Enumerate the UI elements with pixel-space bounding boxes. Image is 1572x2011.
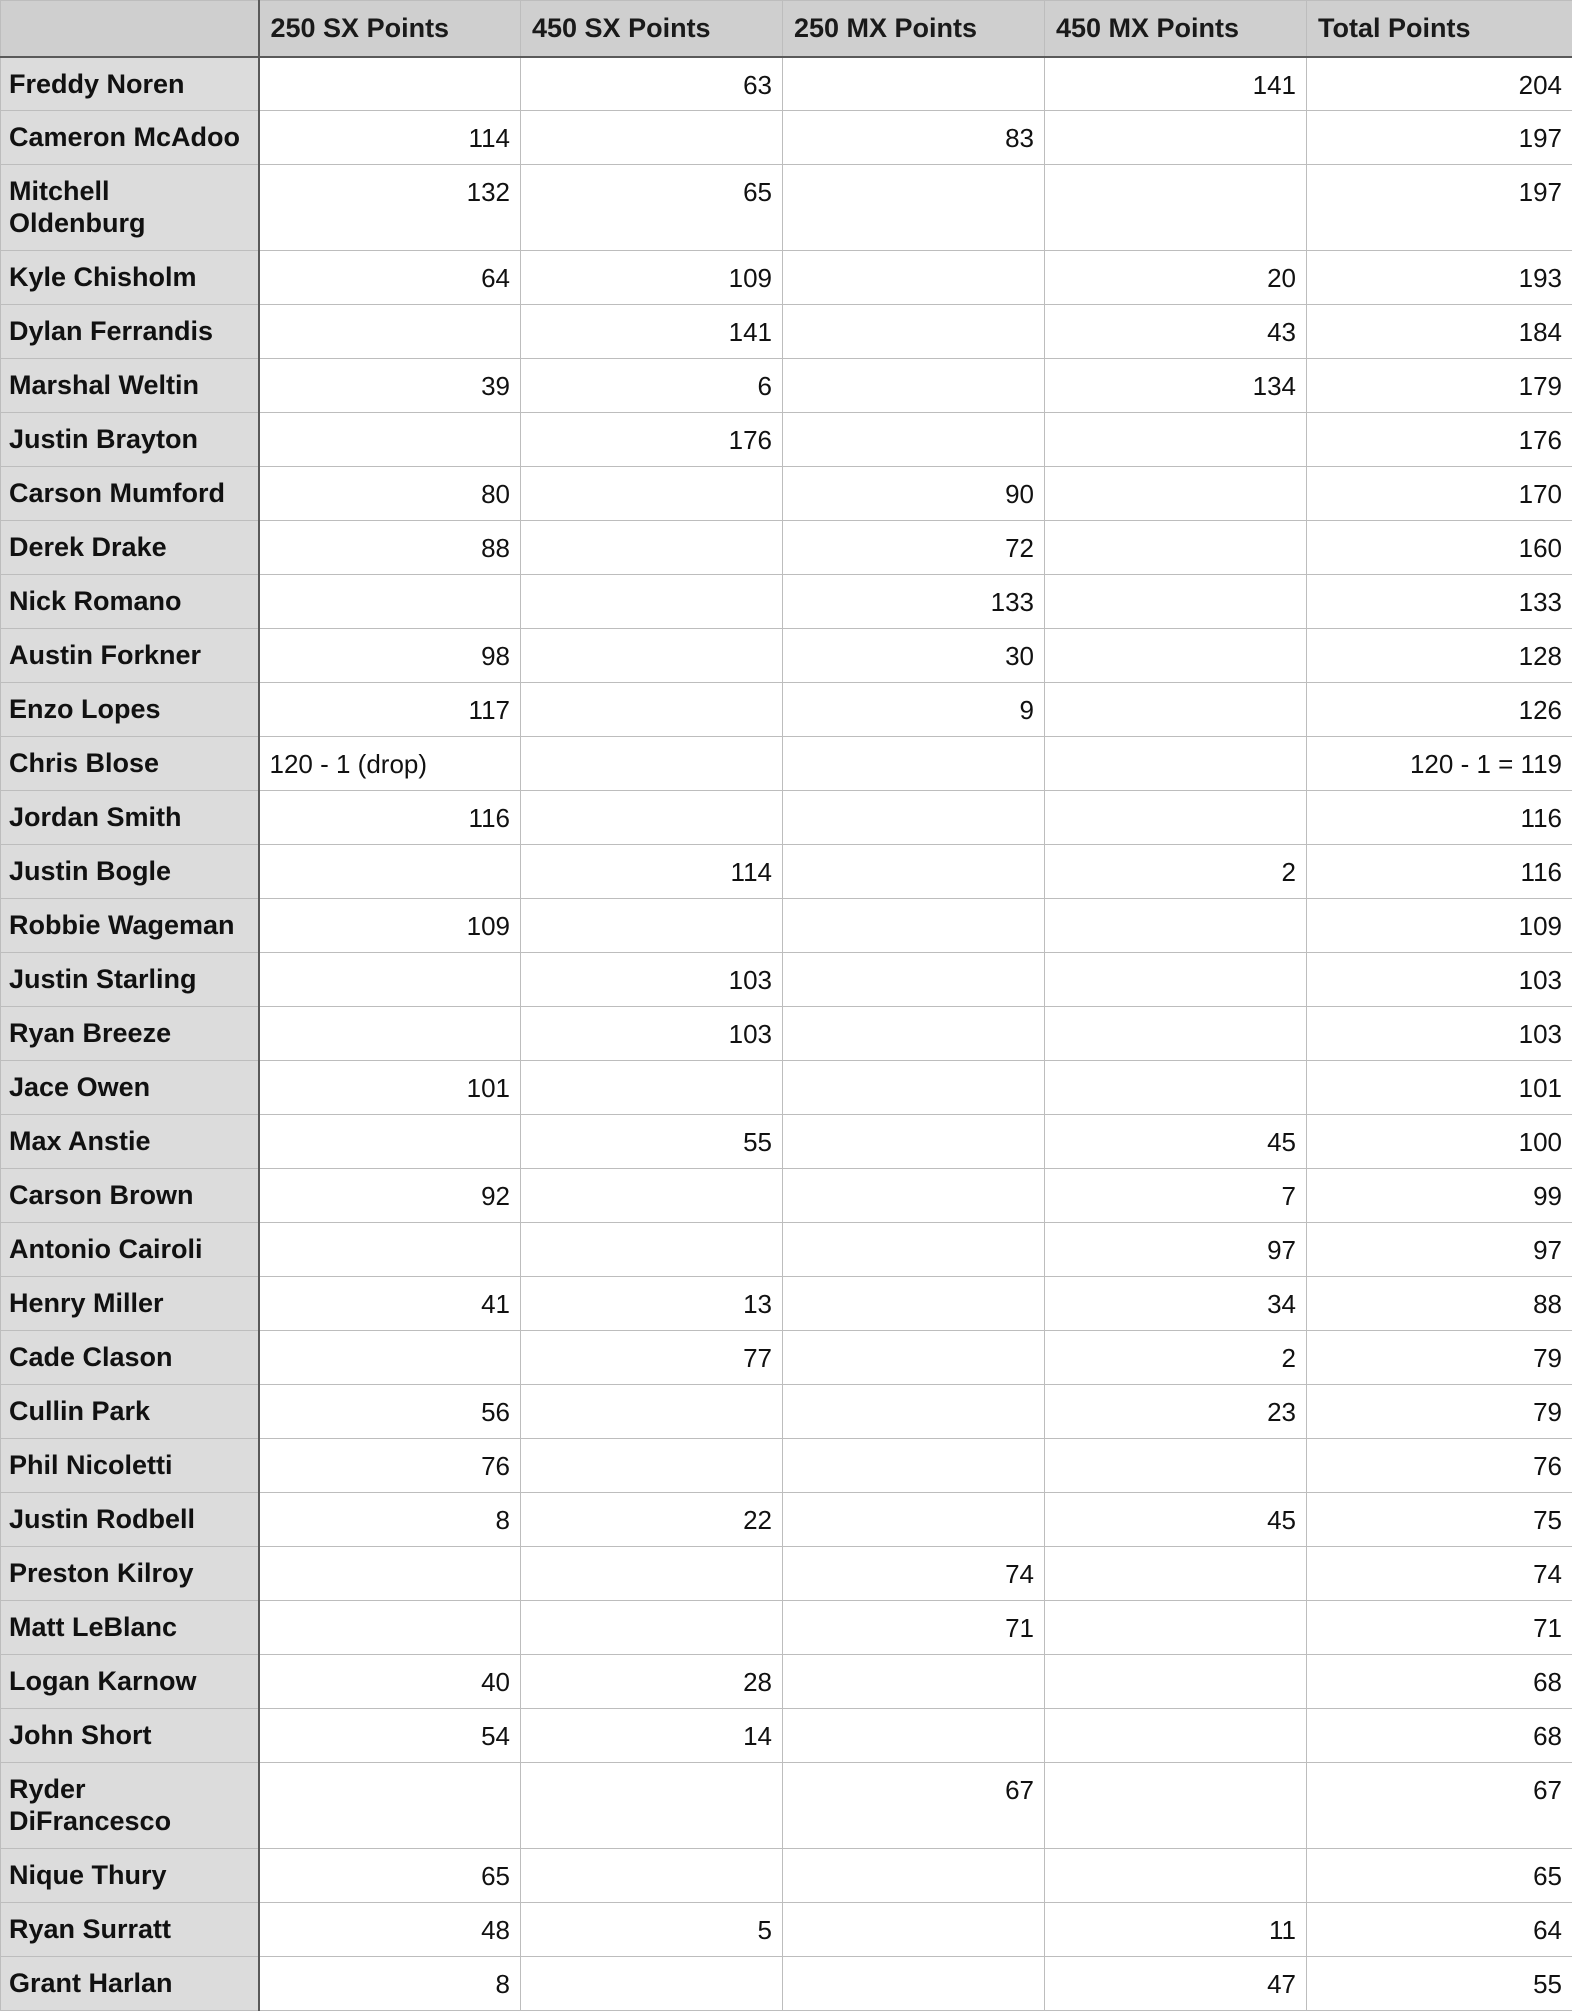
- row-header-rider-name[interactable]: Cullin Park: [1, 1385, 259, 1439]
- cell-250mx-points[interactable]: [783, 1439, 1045, 1493]
- cell-450mx-points[interactable]: [1045, 1709, 1307, 1763]
- cell-total-points[interactable]: 76: [1307, 1439, 1572, 1493]
- cell-450sx-points[interactable]: 28: [521, 1655, 783, 1709]
- cell-250sx-points[interactable]: [259, 1331, 521, 1385]
- row-header-rider-name[interactable]: Carson Brown: [1, 1169, 259, 1223]
- cell-450sx-points[interactable]: 176: [521, 413, 783, 467]
- row-header-rider-name[interactable]: Kyle Chisholm: [1, 251, 259, 305]
- cell-450sx-points[interactable]: 22: [521, 1493, 783, 1547]
- cell-250sx-points[interactable]: 48: [259, 1903, 521, 1957]
- table-row: [1, 413, 1572, 467]
- row-header-rider-name[interactable]: Antonio Cairoli: [1, 1223, 259, 1277]
- table-row: [1, 111, 1572, 165]
- cell-450mx-points[interactable]: 11: [1045, 1903, 1307, 1957]
- row-header-rider-name[interactable]: Cade Clason: [1, 1331, 259, 1385]
- table-row: [1, 1007, 1572, 1061]
- cell-450sx-points[interactable]: 103: [521, 1007, 783, 1061]
- table-row: [1, 467, 1572, 521]
- cell-250sx-points[interactable]: [259, 1547, 521, 1601]
- cell-250mx-points[interactable]: [783, 791, 1045, 845]
- cell-450sx-points[interactable]: 77: [521, 1331, 783, 1385]
- cell-450mx-points[interactable]: [1045, 467, 1307, 521]
- cell-450mx-points[interactable]: [1045, 899, 1307, 953]
- row-header-rider-name[interactable]: Ryan Surratt: [1, 1903, 259, 1957]
- cell-250sx-points[interactable]: [259, 953, 521, 1007]
- cell-450mx-points[interactable]: [1045, 413, 1307, 467]
- table-body: [1, 57, 1572, 2011]
- row-header-rider-name[interactable]: Dylan Ferrandis: [1, 305, 259, 359]
- cell-450mx-points[interactable]: [1045, 791, 1307, 845]
- cell-450sx-points[interactable]: [521, 1763, 783, 1849]
- table-row: [1, 165, 1572, 251]
- cell-250sx-points[interactable]: [259, 1115, 521, 1169]
- cell-450sx-points[interactable]: [521, 1601, 783, 1655]
- table-row: [1, 1709, 1572, 1763]
- cell-450sx-points[interactable]: 65: [521, 165, 783, 251]
- cell-total-points[interactable]: 128: [1307, 629, 1572, 683]
- cell-total-points[interactable]: 184: [1307, 305, 1572, 359]
- cell-450sx-points[interactable]: 141: [521, 305, 783, 359]
- cell-250sx-points[interactable]: 109: [259, 899, 521, 953]
- cell-450sx-points[interactable]: 14: [521, 1709, 783, 1763]
- cell-250sx-points[interactable]: 132: [259, 165, 521, 251]
- cell-450mx-points[interactable]: [1045, 683, 1307, 737]
- table-row: [1, 1223, 1572, 1277]
- cell-450mx-points[interactable]: [1045, 111, 1307, 165]
- cell-total-points[interactable]: 55: [1307, 1957, 1572, 2011]
- column-header-250sx[interactable]: 250 SX Points: [259, 1, 521, 57]
- cell-250sx-points[interactable]: 54: [259, 1709, 521, 1763]
- cell-450sx-points[interactable]: [521, 1385, 783, 1439]
- row-header-rider-name[interactable]: Jordan Smith: [1, 791, 259, 845]
- cell-250mx-points[interactable]: [783, 737, 1045, 791]
- table-row: [1, 1957, 1572, 2011]
- cell-250sx-points[interactable]: 116: [259, 791, 521, 845]
- cell-total-points[interactable]: 179: [1307, 359, 1572, 413]
- cell-250sx-points[interactable]: [259, 1763, 521, 1849]
- cell-450mx-points[interactable]: 34: [1045, 1277, 1307, 1331]
- row-header-rider-name[interactable]: Justin Rodbell: [1, 1493, 259, 1547]
- cell-250sx-points[interactable]: [259, 1601, 521, 1655]
- cell-250mx-points[interactable]: [783, 1223, 1045, 1277]
- cell-450mx-points[interactable]: [1045, 521, 1307, 575]
- cell-250sx-points[interactable]: 117: [259, 683, 521, 737]
- cell-450mx-points[interactable]: 45: [1045, 1493, 1307, 1547]
- cell-250mx-points[interactable]: [783, 1655, 1045, 1709]
- cell-250mx-points[interactable]: 9: [783, 683, 1045, 737]
- cell-250mx-points[interactable]: [783, 1957, 1045, 2011]
- column-header-450sx[interactable]: 450 SX Points: [521, 1, 783, 57]
- table-row: [1, 251, 1572, 305]
- row-header-rider-name[interactable]: Justin Bogle: [1, 845, 259, 899]
- table-row: [1, 1763, 1572, 1849]
- cell-250sx-points[interactable]: 8: [259, 1957, 521, 2011]
- cell-450mx-points[interactable]: [1045, 953, 1307, 1007]
- cell-total-points[interactable]: 100: [1307, 1115, 1572, 1169]
- cell-total-points[interactable]: 103: [1307, 1007, 1572, 1061]
- row-header-rider-name[interactable]: Max Anstie: [1, 1115, 259, 1169]
- cell-250mx-points[interactable]: [783, 1169, 1045, 1223]
- cell-250mx-points[interactable]: 30: [783, 629, 1045, 683]
- cell-450mx-points[interactable]: [1045, 1007, 1307, 1061]
- cell-250sx-points[interactable]: 64: [259, 251, 521, 305]
- cell-450sx-points[interactable]: [521, 683, 783, 737]
- cell-450mx-points[interactable]: [1045, 737, 1307, 791]
- table-row: [1, 57, 1572, 111]
- cell-250mx-points[interactable]: [783, 165, 1045, 251]
- row-header-rider-name[interactable]: Henry Miller: [1, 1277, 259, 1331]
- cell-450sx-points[interactable]: [521, 521, 783, 575]
- row-header-rider-name[interactable]: Ryder DiFrancesco: [1, 1763, 259, 1849]
- cell-450mx-points[interactable]: [1045, 629, 1307, 683]
- cell-450sx-points[interactable]: [521, 1957, 783, 2011]
- row-header-rider-name[interactable]: Nique Thury: [1, 1849, 259, 1903]
- cell-250sx-points[interactable]: 41: [259, 1277, 521, 1331]
- row-header-rider-name[interactable]: Matt LeBlanc: [1, 1601, 259, 1655]
- table-row: [1, 683, 1572, 737]
- cell-total-points[interactable]: 88: [1307, 1277, 1572, 1331]
- cell-450sx-points[interactable]: [521, 1547, 783, 1601]
- cell-450sx-points[interactable]: [521, 575, 783, 629]
- cell-450sx-points[interactable]: [521, 737, 783, 791]
- cell-total-points[interactable]: 193: [1307, 251, 1572, 305]
- table-row: [1, 1439, 1572, 1493]
- cell-250mx-points[interactable]: [783, 1115, 1045, 1169]
- cell-250mx-points[interactable]: [783, 1493, 1045, 1547]
- table-row: [1, 359, 1572, 413]
- table-row: [1, 1903, 1572, 1957]
- row-header-rider-name[interactable]: Jace Owen: [1, 1061, 259, 1115]
- row-header-rider-name[interactable]: Derek Drake: [1, 521, 259, 575]
- cell-total-points[interactable]: 197: [1307, 111, 1572, 165]
- cell-250mx-points[interactable]: [783, 305, 1045, 359]
- cell-450sx-points[interactable]: [521, 1439, 783, 1493]
- cell-total-points[interactable]: 197: [1307, 165, 1572, 251]
- row-header-rider-name[interactable]: Freddy Noren: [1, 57, 259, 111]
- cell-250mx-points[interactable]: [783, 845, 1045, 899]
- cell-450sx-points[interactable]: [521, 1223, 783, 1277]
- cell-250mx-points[interactable]: 71: [783, 1601, 1045, 1655]
- cell-450mx-points[interactable]: 47: [1045, 1957, 1307, 2011]
- cell-250sx-points[interactable]: 56: [259, 1385, 521, 1439]
- cell-450sx-points[interactable]: 63: [521, 57, 783, 111]
- cell-total-points[interactable]: 204: [1307, 57, 1572, 111]
- cell-250sx-points[interactable]: 98: [259, 629, 521, 683]
- row-header-rider-name[interactable]: Mitchell Oldenburg: [1, 165, 259, 251]
- cell-250sx-points[interactable]: 80: [259, 467, 521, 521]
- cell-total-points[interactable]: 170: [1307, 467, 1572, 521]
- row-header-rider-name[interactable]: Carson Mumford: [1, 467, 259, 521]
- column-header-total[interactable]: Total Points: [1307, 1, 1572, 57]
- cell-250sx-points[interactable]: [259, 305, 521, 359]
- cell-450sx-points[interactable]: [521, 467, 783, 521]
- cell-total-points[interactable]: 67: [1307, 1763, 1572, 1849]
- table-row: [1, 791, 1572, 845]
- cell-total-points[interactable]: 126: [1307, 683, 1572, 737]
- cell-250sx-points[interactable]: [259, 1007, 521, 1061]
- cell-total-points[interactable]: 133: [1307, 575, 1572, 629]
- cell-450sx-points[interactable]: 103: [521, 953, 783, 1007]
- cell-total-points[interactable]: 75: [1307, 1493, 1572, 1547]
- cell-total-points[interactable]: 103: [1307, 953, 1572, 1007]
- table-row: [1, 899, 1572, 953]
- table-row: [1, 575, 1572, 629]
- table-row: [1, 1061, 1572, 1115]
- cell-450mx-points[interactable]: 2: [1045, 1331, 1307, 1385]
- cell-250sx-points[interactable]: 120 - 1 (drop): [259, 737, 521, 791]
- cell-total-points[interactable]: 68: [1307, 1655, 1572, 1709]
- cell-450mx-points[interactable]: 43: [1045, 305, 1307, 359]
- cell-250sx-points[interactable]: 92: [259, 1169, 521, 1223]
- cell-250sx-points[interactable]: [259, 57, 521, 111]
- table-row: [1, 845, 1572, 899]
- cell-250mx-points[interactable]: [783, 953, 1045, 1007]
- cell-250sx-points[interactable]: 76: [259, 1439, 521, 1493]
- row-header-rider-name[interactable]: Austin Forkner: [1, 629, 259, 683]
- row-header-rider-name[interactable]: Enzo Lopes: [1, 683, 259, 737]
- cell-250mx-points[interactable]: [783, 413, 1045, 467]
- cell-total-points[interactable]: 160: [1307, 521, 1572, 575]
- cell-250mx-points[interactable]: [783, 1903, 1045, 1957]
- cell-total-points[interactable]: 109: [1307, 899, 1572, 953]
- cell-250sx-points[interactable]: [259, 845, 521, 899]
- cell-250sx-points[interactable]: [259, 1223, 521, 1277]
- cell-total-points[interactable]: 120 - 1 = 119: [1307, 737, 1572, 791]
- table-row: [1, 1547, 1572, 1601]
- cell-250mx-points[interactable]: [783, 1007, 1045, 1061]
- cell-450mx-points[interactable]: [1045, 165, 1307, 251]
- table-row: [1, 1169, 1572, 1223]
- cell-450sx-points[interactable]: [521, 1849, 783, 1903]
- cell-total-points[interactable]: 79: [1307, 1385, 1572, 1439]
- cell-450mx-points[interactable]: 23: [1045, 1385, 1307, 1439]
- cell-450mx-points[interactable]: [1045, 1061, 1307, 1115]
- cell-250sx-points[interactable]: [259, 575, 521, 629]
- table-row: [1, 737, 1572, 791]
- table-row: [1, 1115, 1572, 1169]
- table-row: [1, 1385, 1572, 1439]
- cell-450sx-points[interactable]: 5: [521, 1903, 783, 1957]
- table-row: [1, 1601, 1572, 1655]
- cell-250sx-points[interactable]: 88: [259, 521, 521, 575]
- cell-total-points[interactable]: 116: [1307, 791, 1572, 845]
- cell-total-points[interactable]: 68: [1307, 1709, 1572, 1763]
- cell-total-points[interactable]: 176: [1307, 413, 1572, 467]
- row-header-rider-name[interactable]: Robbie Wageman: [1, 899, 259, 953]
- cell-450mx-points[interactable]: 7: [1045, 1169, 1307, 1223]
- cell-250mx-points[interactable]: 133: [783, 575, 1045, 629]
- cell-450mx-points[interactable]: [1045, 1849, 1307, 1903]
- cell-250sx-points[interactable]: [259, 413, 521, 467]
- header-row: [1, 1, 1572, 57]
- cell-450mx-points[interactable]: [1045, 1655, 1307, 1709]
- table-row: [1, 521, 1572, 575]
- cell-250mx-points[interactable]: [783, 1385, 1045, 1439]
- cell-total-points[interactable]: 116: [1307, 845, 1572, 899]
- corner-cell: [1, 1, 259, 57]
- cell-450mx-points[interactable]: [1045, 1601, 1307, 1655]
- cell-450mx-points[interactable]: 97: [1045, 1223, 1307, 1277]
- table-row: [1, 1655, 1572, 1709]
- cell-250mx-points[interactable]: [783, 1709, 1045, 1763]
- cell-450sx-points[interactable]: 6: [521, 359, 783, 413]
- row-header-rider-name[interactable]: Logan Karnow: [1, 1655, 259, 1709]
- cell-250sx-points[interactable]: 101: [259, 1061, 521, 1115]
- cell-total-points[interactable]: 97: [1307, 1223, 1572, 1277]
- cell-450mx-points[interactable]: [1045, 575, 1307, 629]
- table-row: [1, 1331, 1572, 1385]
- cell-450mx-points[interactable]: 134: [1045, 359, 1307, 413]
- cell-450sx-points[interactable]: 109: [521, 251, 783, 305]
- cell-450mx-points[interactable]: [1045, 1547, 1307, 1601]
- cell-450mx-points[interactable]: 45: [1045, 1115, 1307, 1169]
- table-row: [1, 1493, 1572, 1547]
- row-header-rider-name[interactable]: Preston Kilroy: [1, 1547, 259, 1601]
- cell-450mx-points[interactable]: [1045, 1763, 1307, 1849]
- table-header: [1, 1, 1572, 57]
- cell-total-points[interactable]: 99: [1307, 1169, 1572, 1223]
- cell-450sx-points[interactable]: [521, 1169, 783, 1223]
- cell-250sx-points[interactable]: 40: [259, 1655, 521, 1709]
- cell-450sx-points[interactable]: [521, 1061, 783, 1115]
- cell-450sx-points[interactable]: [521, 111, 783, 165]
- cell-250mx-points[interactable]: 72: [783, 521, 1045, 575]
- cell-250sx-points[interactable]: 8: [259, 1493, 521, 1547]
- table-row: [1, 1849, 1572, 1903]
- column-header-250mx[interactable]: 250 MX Points: [783, 1, 1045, 57]
- cell-450sx-points[interactable]: 114: [521, 845, 783, 899]
- cell-total-points[interactable]: 74: [1307, 1547, 1572, 1601]
- cell-250mx-points[interactable]: [783, 251, 1045, 305]
- cell-450mx-points[interactable]: 2: [1045, 845, 1307, 899]
- cell-250sx-points[interactable]: 39: [259, 359, 521, 413]
- table-row: [1, 1277, 1572, 1331]
- cell-250mx-points[interactable]: [783, 1331, 1045, 1385]
- cell-total-points[interactable]: 65: [1307, 1849, 1572, 1903]
- table-row: [1, 629, 1572, 683]
- row-header-rider-name[interactable]: Justin Starling: [1, 953, 259, 1007]
- cell-450sx-points[interactable]: 55: [521, 1115, 783, 1169]
- row-header-rider-name[interactable]: Grant Harlan: [1, 1957, 259, 2011]
- cell-250mx-points[interactable]: 67: [783, 1763, 1045, 1849]
- row-header-rider-name[interactable]: Chris Blose: [1, 737, 259, 791]
- cell-250mx-points[interactable]: 74: [783, 1547, 1045, 1601]
- cell-250sx-points[interactable]: 65: [259, 1849, 521, 1903]
- row-header-rider-name[interactable]: Justin Brayton: [1, 413, 259, 467]
- cell-total-points[interactable]: 79: [1307, 1331, 1572, 1385]
- row-header-rider-name[interactable]: Nick Romano: [1, 575, 259, 629]
- cell-450mx-points[interactable]: 141: [1045, 57, 1307, 111]
- cell-total-points[interactable]: 71: [1307, 1601, 1572, 1655]
- cell-250mx-points[interactable]: 83: [783, 111, 1045, 165]
- row-header-rider-name[interactable]: Cameron McAdoo: [1, 111, 259, 165]
- row-header-rider-name[interactable]: Ryan Breeze: [1, 1007, 259, 1061]
- row-header-rider-name[interactable]: Marshal Weltin: [1, 359, 259, 413]
- cell-250mx-points[interactable]: 90: [783, 467, 1045, 521]
- table-row: [1, 305, 1572, 359]
- cell-450sx-points[interactable]: [521, 899, 783, 953]
- cell-250mx-points[interactable]: [783, 1849, 1045, 1903]
- cell-450sx-points[interactable]: 13: [521, 1277, 783, 1331]
- cell-450mx-points[interactable]: 20: [1045, 251, 1307, 305]
- cell-250mx-points[interactable]: [783, 899, 1045, 953]
- row-header-rider-name[interactable]: John Short: [1, 1709, 259, 1763]
- cell-250sx-points[interactable]: 114: [259, 111, 521, 165]
- cell-250mx-points[interactable]: [783, 1277, 1045, 1331]
- column-header-450mx[interactable]: 450 MX Points: [1045, 1, 1307, 57]
- cell-total-points[interactable]: 101: [1307, 1061, 1572, 1115]
- cell-250mx-points[interactable]: [783, 1061, 1045, 1115]
- cell-250mx-points[interactable]: [783, 359, 1045, 413]
- cell-450mx-points[interactable]: [1045, 1439, 1307, 1493]
- cell-total-points[interactable]: 64: [1307, 1903, 1572, 1957]
- cell-250mx-points[interactable]: [783, 57, 1045, 111]
- table-row: [1, 953, 1572, 1007]
- row-header-rider-name[interactable]: Phil Nicoletti: [1, 1439, 259, 1493]
- cell-450sx-points[interactable]: [521, 791, 783, 845]
- cell-450sx-points[interactable]: [521, 629, 783, 683]
